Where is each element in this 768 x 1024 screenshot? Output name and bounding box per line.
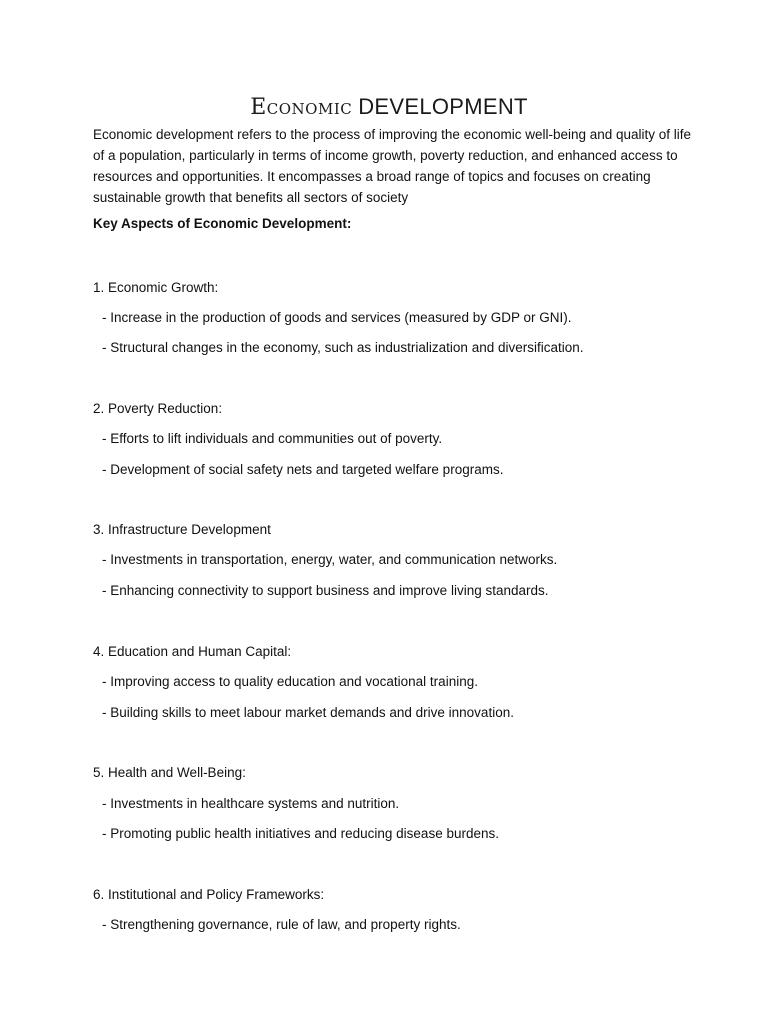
bullet-item: - Structural changes in the economy, such as industrialization and diversification. xyxy=(102,340,584,355)
title-word-development: DEVELOPMENT xyxy=(358,94,528,119)
section-heading: 5. Health and Well-Being: xyxy=(93,765,246,780)
bullet-item: - Investments in healthcare systems and nutrition. xyxy=(102,796,400,811)
bullet-item: - Building skills to meet labour market demands and drive innovation. xyxy=(102,705,514,720)
section-heading: 1. Economic Growth: xyxy=(93,280,219,295)
title-word-economic: Economic xyxy=(250,95,353,120)
section-heading: 3. Infrastructure Development xyxy=(93,522,271,537)
key-aspects-heading: Key Aspects of Economic Development: xyxy=(93,216,352,231)
intro-paragraph: Economic development refers to the process of improving the economic well-being and quality of life of a population, particularly in terms of income growth, poverty reduction, and enhanced access to resources and opportunities. It encompasses a broad range of topics and focuses on creating sustainable growth that benefits all sectors of society xyxy=(93,127,692,205)
bullet-item: - Investments in transportation, energy, water, and communication networks. xyxy=(102,552,558,567)
bullet-item: - Strengthening governance, rule of law, and property rights. xyxy=(102,917,461,932)
bullet-item: - Improving access to quality education and vocational training. xyxy=(102,674,478,689)
section-heading: 4. Education and Human Capital: xyxy=(93,644,292,659)
bullet-item: - Increase in the production of goods and services (measured by GDP or GNI). xyxy=(102,310,572,325)
page-title xyxy=(0,94,768,120)
section-heading: 6. Institutional and Policy Frameworks: xyxy=(93,887,325,902)
bullet-item: - Enhancing connectivity to support business and improve living standards. xyxy=(102,583,549,598)
section-heading: 2. Poverty Reduction: xyxy=(93,401,223,416)
bullet-item: - Efforts to lift individuals and communities out of poverty. xyxy=(102,431,443,446)
bullet-item: - Promoting public health initiatives and reducing disease burdens. xyxy=(102,826,499,841)
bullet-item: - Development of social safety nets and targeted welfare programs. xyxy=(102,462,504,477)
